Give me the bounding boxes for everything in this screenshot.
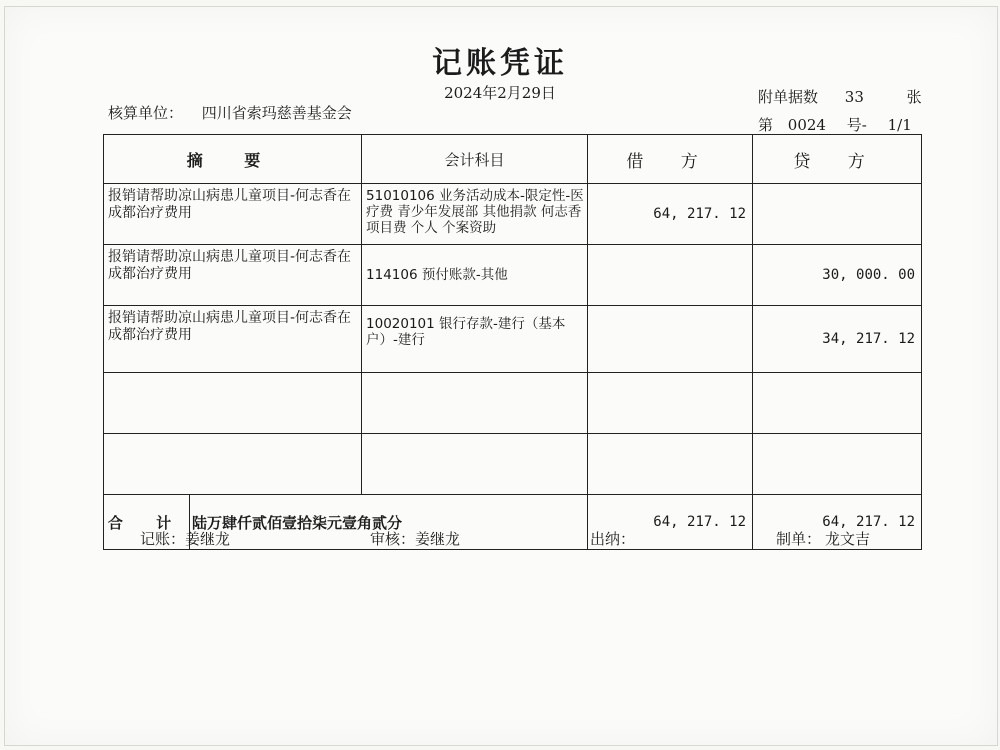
bookkeeper-name: 姜继龙 [185,530,231,548]
row-credit: 30, 000. 00 [753,245,922,306]
reviewer-name: 姜继龙 [415,530,461,548]
attachments-unit: 张 [906,88,922,106]
table-row [104,306,922,373]
row-account [362,373,588,434]
row-debit [588,245,753,306]
reviewer-label: 审核： [370,530,416,548]
voucher-page: 1/1 [887,116,912,134]
unit-label: 核算单位： [108,104,184,122]
footer-reviewer [370,528,460,549]
row-credit [753,184,922,245]
row-credit [753,373,922,434]
row-debit [588,306,753,373]
row-summary: 报销请帮助凉山病患儿童项目-何志香在成都治疗费用 [104,245,362,306]
cashier-label: 出纳： [590,530,636,548]
header-credit: 贷 方 [753,135,922,184]
row-debit [588,434,753,495]
total-label: 合 计 [104,495,190,550]
voucher-date: 2024年2月29日 [444,84,556,102]
row-summary [104,373,362,434]
preparer-name: 龙文吉 [825,530,871,548]
row-account [362,434,588,495]
row-account: 10020101 银行存款-建行（基本户）-建行 [362,306,588,373]
footer-preparer [776,528,870,549]
row-credit: 34, 217. 12 [753,306,922,373]
table-row-empty [104,434,922,495]
table-row [104,184,922,245]
voucher-table [103,134,922,550]
header-debit: 借 方 [588,135,753,184]
voucher-prefix: 第 [758,116,774,134]
row-debit [588,373,753,434]
row-account: 114106 预付账款-其他 [362,245,588,306]
header-account: 会计科目 [362,135,588,184]
row-summary: 报销请帮助凉山病患儿童项目-何志香在成都治疗费用 [104,184,362,245]
row-summary [104,434,362,495]
row-account: 51010106 业务活动成本-限定性-医疗费 青少年发展部 其他捐款 何志香 项目费 个人 个案资助 [362,184,588,245]
preparer-label: 制单： [776,530,822,548]
attachments-count [758,86,922,107]
attachments-number: 33 [844,88,864,106]
row-credit [753,434,922,495]
header-summary: 摘 要 [104,135,362,184]
voucher-suffix: 号- [846,116,867,134]
row-debit: 64, 217. 12 [588,184,753,245]
voucher-number [758,114,912,135]
footer-cashier [590,528,635,549]
total-credit: 64, 217. 12 [753,495,922,550]
total-debit: 64, 217. 12 [588,495,753,550]
total-in-words: 陆万肆仟贰佰壹拾柒元壹角贰分 [190,495,588,550]
footer-bookkeeper [140,528,230,549]
accounting-unit [108,102,352,123]
unit-name: 四川省索玛慈善基金会 [201,104,352,122]
voucher-title: 记账凭证 [432,46,568,81]
attachments-label: 附单据数 [758,88,819,106]
table-row [104,245,922,306]
table-row-empty [104,373,922,434]
voucher-no: 0024 [787,116,826,134]
row-summary: 报销请帮助凉山病患儿童项目-何志香在成都治疗费用 [104,306,362,373]
header-row [104,135,922,184]
bookkeeper-label: 记账： [140,530,186,548]
